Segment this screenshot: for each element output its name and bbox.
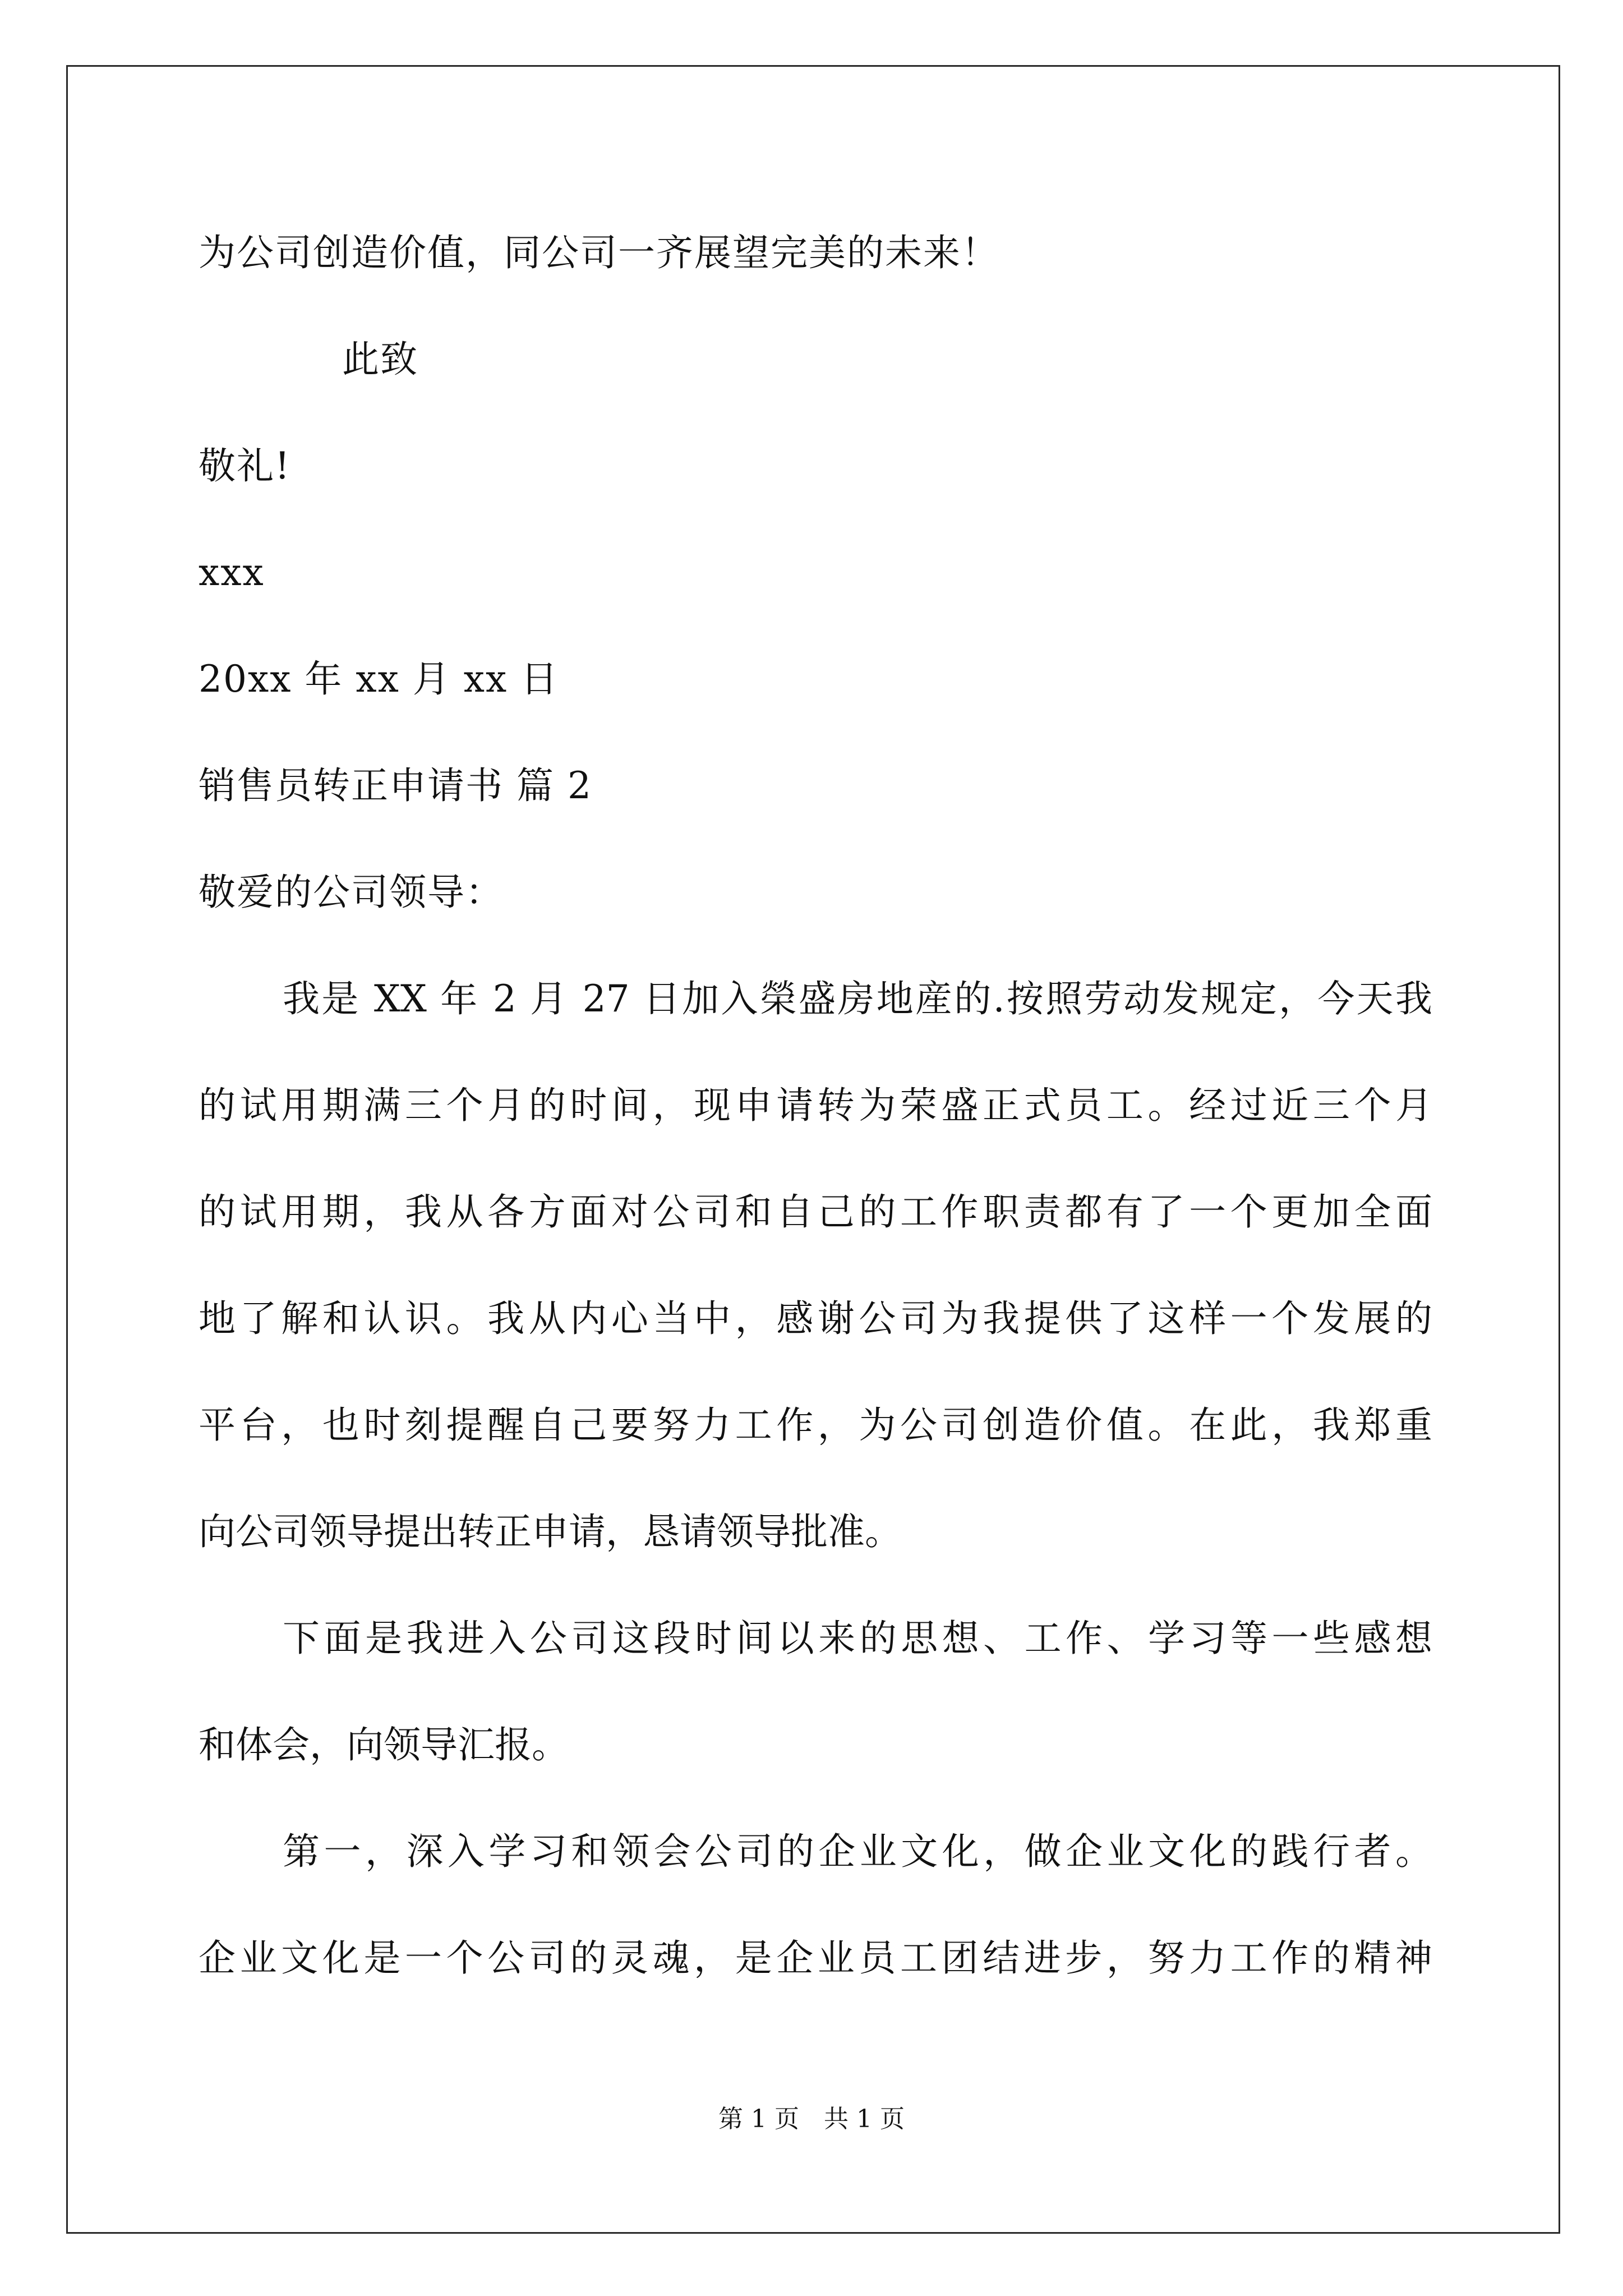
closing-line: 为公司创造价值，同公司一齐展望完美的未来！: [199, 231, 999, 274]
paragraph-1: [199, 973, 1432, 1612]
paragraph-1-line: 的试用期满三个月的时间，现申请转为荣盛正式员工。经过近三个月: [199, 1084, 1432, 1127]
salutation-jingli: 敬礼!: [199, 444, 291, 487]
paragraph-3-line: 企业文化是一个公司的灵魂，是企业员工团结进步，努力工作的精神: [199, 1936, 1432, 1980]
paragraph-1-line: 向公司领导提出转正申请，恳请领导批准。: [199, 1510, 902, 1553]
signature-name: xxx: [199, 551, 265, 594]
greeting: 敬爱的公司领导：: [199, 871, 504, 914]
paragraph-1-line: 平台，也时刻提醒自己要努力工作，为公司创造价值。在此，我郑重: [199, 1404, 1432, 1447]
salutation-cizhi: 此致: [342, 338, 418, 381]
paragraph-1-line: 的试用期，我从各方面对公司和自己的工作职责都有了一个更加全面: [199, 1190, 1432, 1234]
paragraph-2: [199, 1612, 1432, 1825]
paragraph-3-line: 第一，深入学习和领会公司的企业文化，做企业文化的践行者。: [283, 1830, 1432, 1873]
section-heading: 销售员转正申请书 篇 2: [199, 764, 592, 807]
paragraph-1-line: 我是 XX 年 2 月 27 日加入榮盛房地産的.按照劳动发规定，今天我: [283, 977, 1432, 1020]
paragraph-2-line: 和体会，向领导汇报。: [199, 1723, 569, 1766]
paragraph-2-line: 下面是我进入公司这段时间以来的思想、工作、学习等一些感想: [283, 1617, 1432, 1660]
signature-date: 20xx 年 xx 月 xx 日: [199, 657, 559, 701]
page-footer: 第 1 页 共 1 页: [718, 2105, 905, 2133]
paragraph-1-line: 地了解和认识。我从内心当中，感谢公司为我提供了这样一个发展的: [199, 1297, 1432, 1340]
paragraph-3: [199, 1825, 1432, 2039]
